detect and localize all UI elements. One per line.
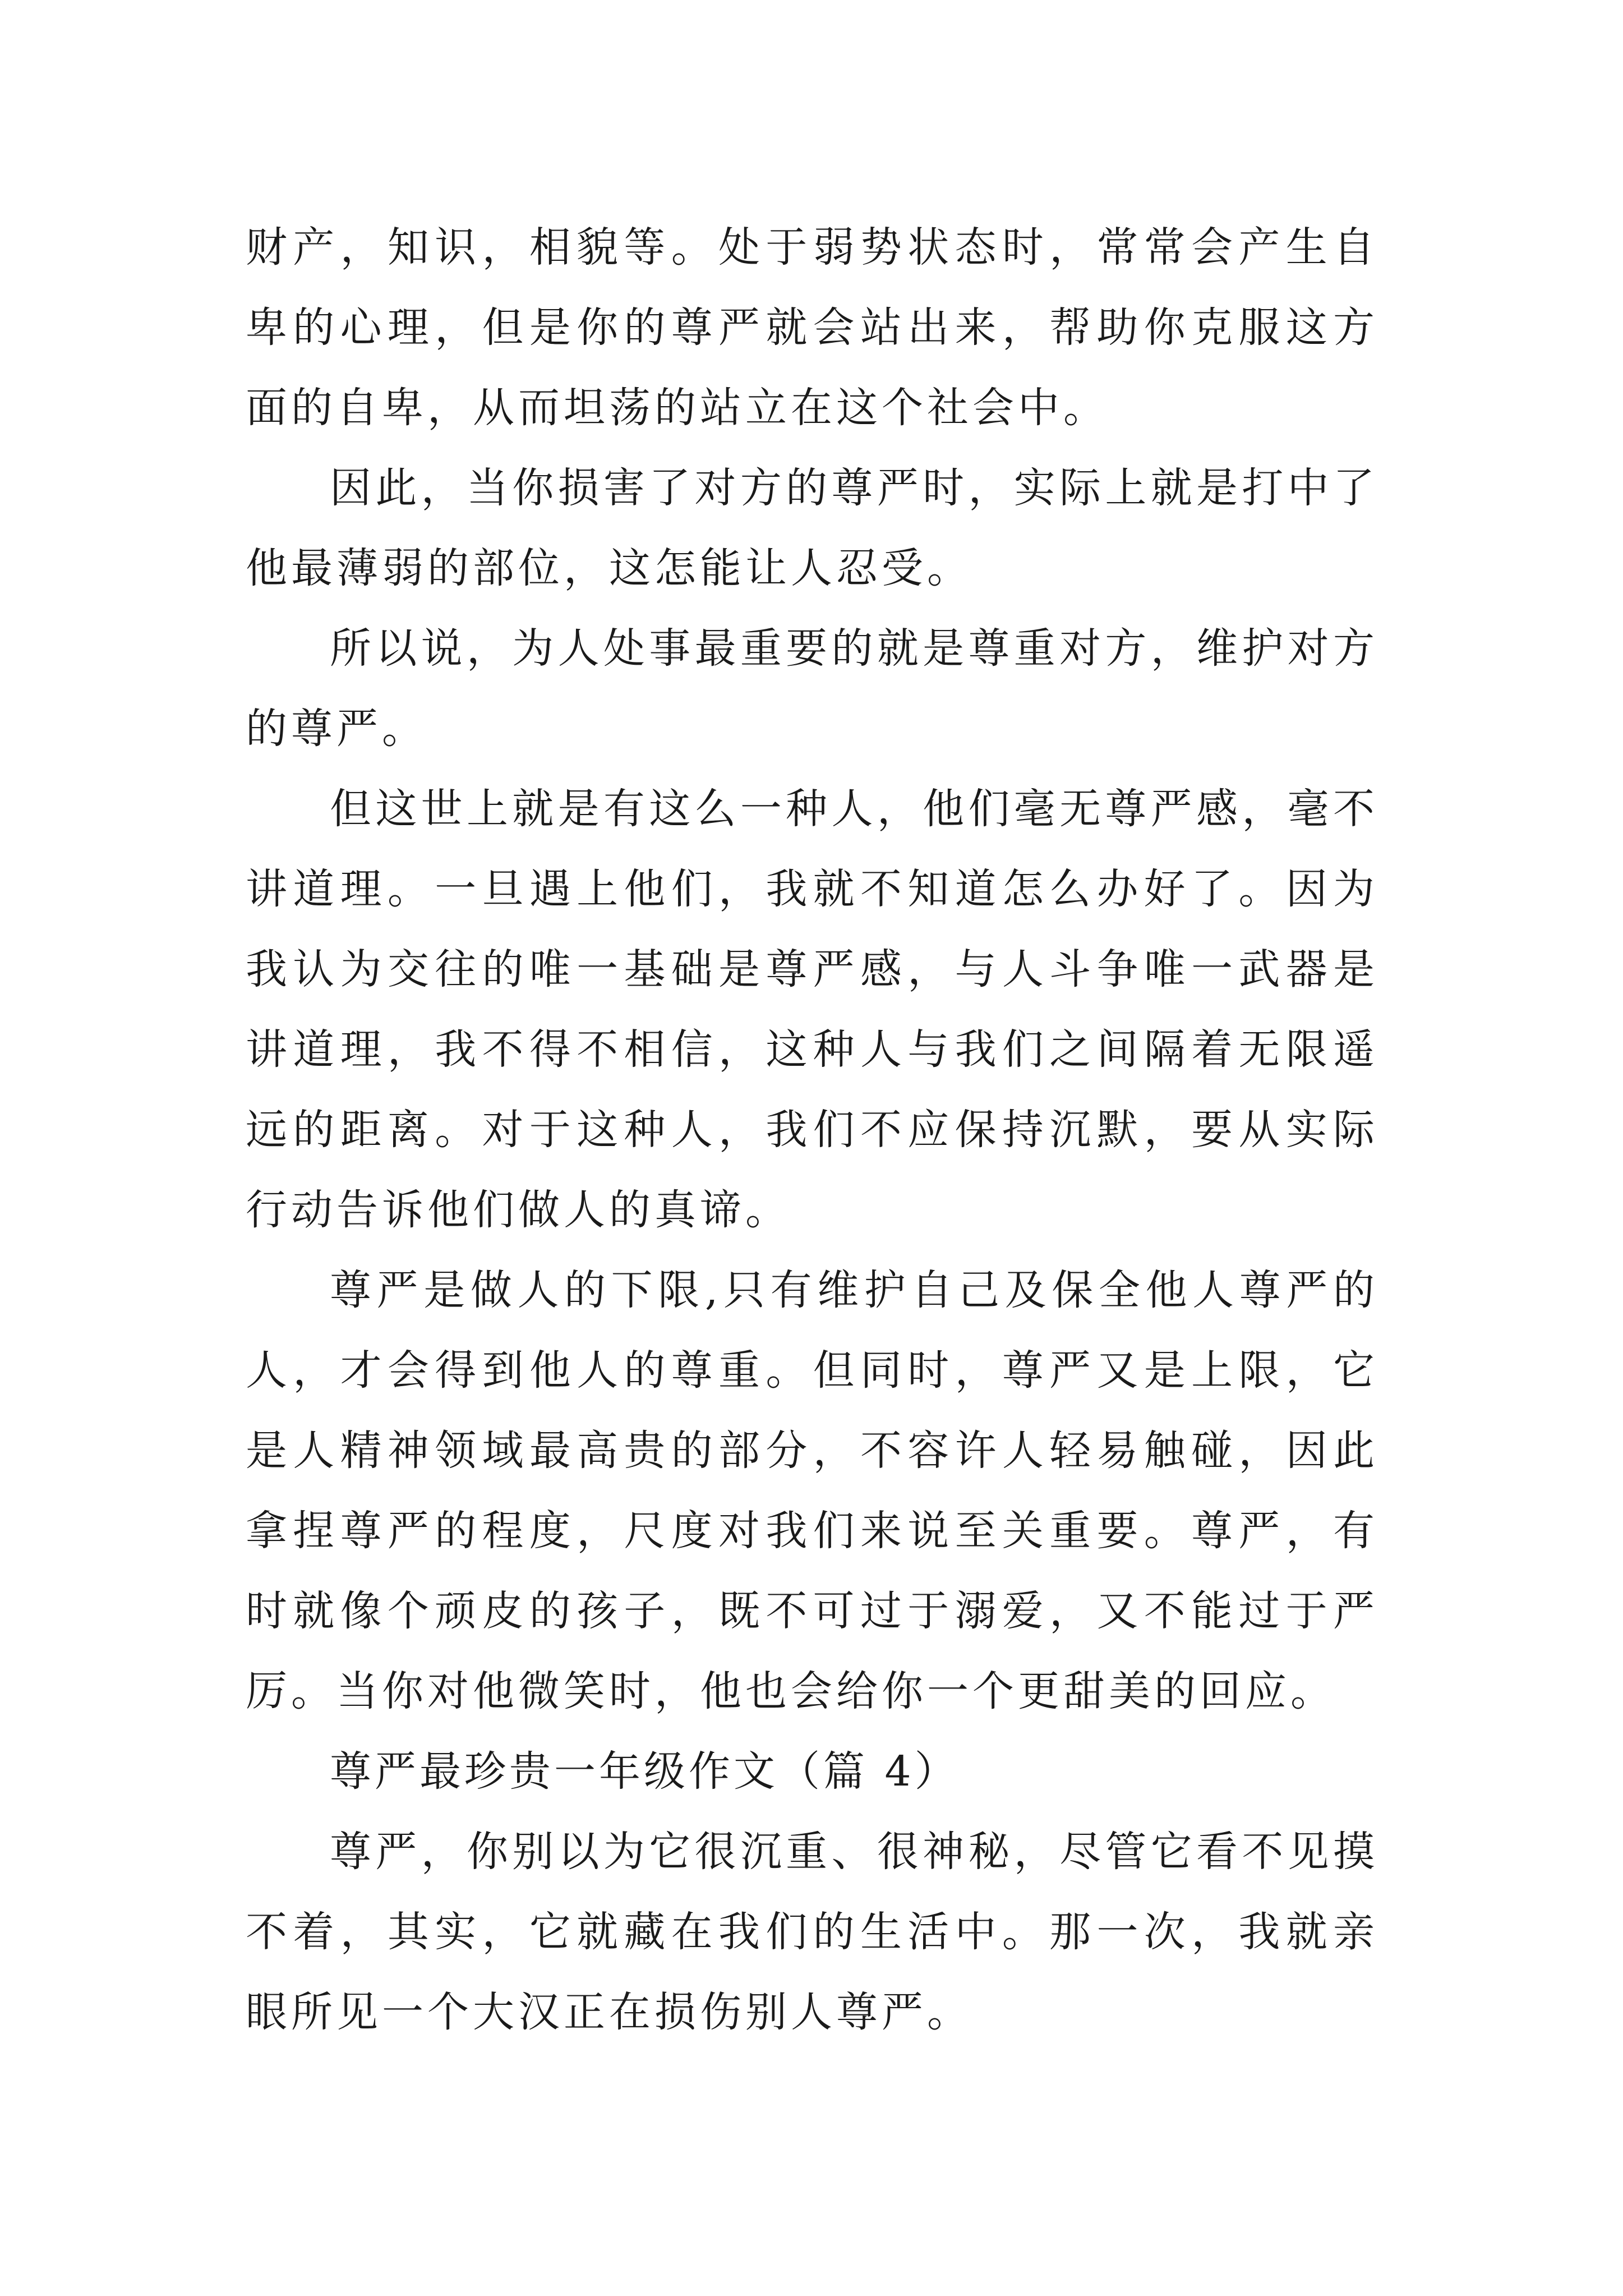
paragraph-5: 尊严是做人的下限,只有维护自己及保全他人尊严的人，才会得到他人的尊重。但同时，尊严又是上限，它是人精神领域最高贵的部分，不容许人轻易触碰，因此拿捏尊严的程度，尺度对我们来说至关重要。尊严，有时就像个顽皮的孩子，既不可过于溺爱，又不能过于严厉。当你对他微笑时，他也会给你一个更甜美的回应。 [246, 1266, 1378, 1715]
paragraph-2: 因此，当你损害了对方的尊严时，实际上就是打中了他最薄弱的部位，这怎能让人忍受。 [246, 464, 1378, 592]
paragraph-4: 但这世上就是有这么一种人，他们毫无尊严感，毫不讲道理。一旦遇上他们，我就不知道怎么办好了。因为我认为交往的唯一基础是尊严感，与人斗争唯一武器是讲道理，我不得不相信，这种人与我们之间隔着无限遥远的距离。对于这种人，我们不应保持沉默，要从实际行动告诉他们做人的真谛。 [246, 785, 1378, 1234]
paragraph-3: 所以说，为人处事最重要的就是尊重对方，维护对方的尊严。 [246, 624, 1378, 753]
paragraph-6: 尊严，你别以为它很沉重、很神秘，尽管它看不见摸不着，其实，它就藏在我们的生活中。那一次，我就亲眼所见一个大汉正在损伤别人尊严。 [246, 1828, 1378, 2036]
paragraph-1: 财产，知识，相貌等。处于弱势状态时，常常会产生自卑的心理，但是你的尊严就会站出来，帮助你克服这方面的自卑，从而坦荡的站立在这个社会中。 [246, 223, 1378, 432]
document-body [246, 208, 1378, 2053]
section-heading: 尊严最珍贵一年级作文（篇 4） [330, 1747, 960, 1796]
